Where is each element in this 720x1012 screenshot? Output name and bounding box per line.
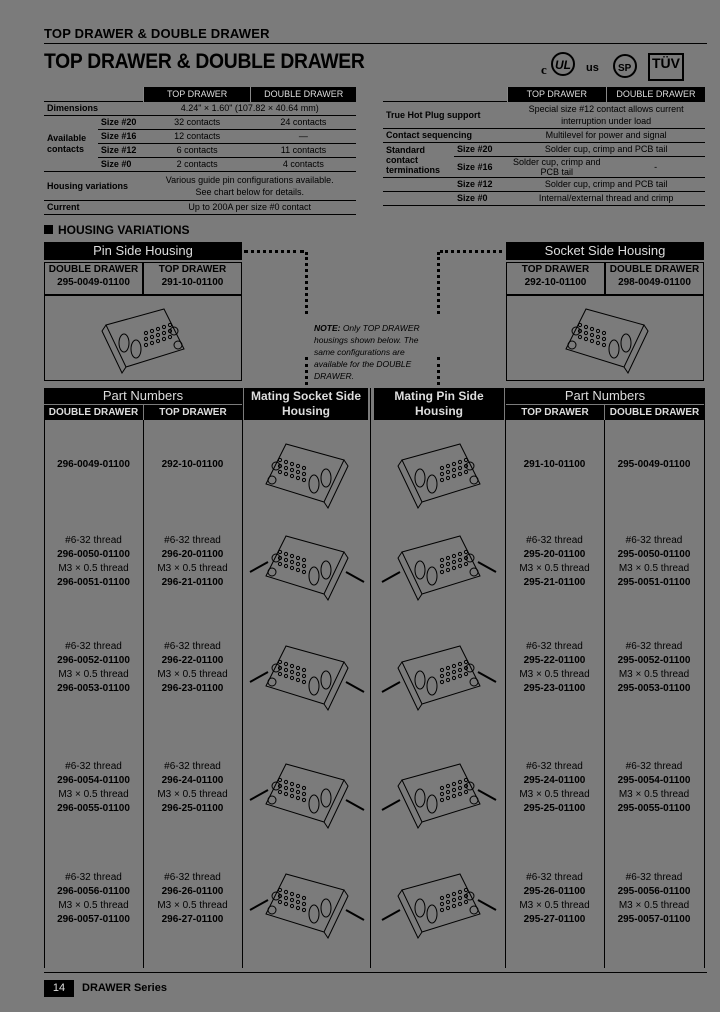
pin-double-label: DOUBLE DRAWER: [48, 264, 139, 275]
thread-spec: M3 × 0.5 thread: [519, 900, 590, 911]
part-number: 296-0051-01100: [57, 577, 130, 588]
part-number-cell: [44, 760, 143, 816]
part-number: 296-24-01100: [161, 775, 224, 786]
current-label: Current: [44, 201, 143, 215]
term-value: Solder cup, crimp and PCB tail: [507, 178, 705, 192]
thread-spec: M3 × 0.5 thread: [157, 563, 228, 574]
part-number: 295-23-01100: [523, 683, 586, 694]
thread-spec: M3 × 0.5 thread: [58, 789, 129, 800]
part-number-cell: [44, 458, 143, 472]
term-size-label: Size #16: [454, 157, 507, 178]
term-value: Solder cup, crimp and PCB tail: [507, 143, 705, 157]
left-partnumbers-title: Part Numbers: [44, 388, 242, 404]
pin-side-title: Pin Side Housing: [44, 242, 242, 260]
part-number: 296-20-01100: [161, 549, 224, 560]
col-top-drawer: TOP DRAWER: [143, 87, 250, 102]
part-number-cell: [604, 458, 704, 472]
series-name: DRAWER Series: [82, 982, 167, 994]
column-rule: [242, 388, 243, 968]
left-col-top: TOP DRAWER: [144, 405, 242, 420]
part-number-cell: [143, 458, 242, 472]
part-number: 296-0050-01100: [57, 549, 130, 560]
part-number-cell: [143, 640, 242, 696]
dotted-connector: [244, 250, 304, 253]
thread-spec: #6-32 thread: [625, 872, 683, 883]
svg-text:c: c: [541, 62, 547, 77]
svg-text:UL: UL: [555, 58, 571, 72]
note-text: [314, 322, 432, 382]
part-number-cell: [505, 871, 604, 927]
thread-spec: #6-32 thread: [65, 535, 122, 546]
available-contacts-label: Available contacts: [44, 116, 98, 172]
svg-text:SP: SP: [618, 63, 632, 74]
section-heading: [44, 223, 190, 237]
dotted-connector: [305, 252, 308, 314]
size-double-value: 24 contacts: [251, 116, 356, 130]
thread-spec: #6-32 thread: [65, 761, 122, 772]
part-number-cell: [505, 760, 604, 816]
pin-top-pn: 291-10-01100: [161, 277, 224, 288]
spec-table-right: [383, 87, 705, 206]
dimensions-label: Dimensions: [44, 102, 143, 116]
part-number: 296-26-01100: [161, 886, 224, 897]
housing-variations-value: [143, 172, 356, 201]
note-prefix: NOTE:: [314, 323, 341, 333]
connector-housing-drawing: [380, 858, 500, 950]
part-number: 296-0054-01100: [57, 775, 130, 786]
pin-top-cell: [143, 262, 242, 295]
part-number: 296-27-01100: [161, 914, 224, 925]
socket-top-cell: [506, 262, 605, 295]
part-number: 295-0050-01100: [617, 549, 691, 560]
thread-spec: M3 × 0.5 thread: [519, 669, 590, 680]
thread-spec: #6-32 thread: [625, 761, 683, 772]
col-double-drawer: DOUBLE DRAWER: [606, 87, 705, 102]
ul-cert-suffix: us: [586, 62, 599, 74]
connector-housing-drawing: [380, 630, 500, 722]
part-number: 296-0049-01100: [57, 459, 130, 470]
socket-top-pn: 292-10-01100: [524, 277, 587, 288]
part-number: 295-0056-01100: [617, 886, 691, 897]
part-number-cell: [604, 871, 704, 927]
term-size-label: Size #20: [454, 143, 507, 157]
connector-housing-drawing: [546, 303, 666, 375]
col-top-drawer: TOP DRAWER: [507, 87, 606, 102]
term-value: Internal/external thread and crimp: [507, 192, 705, 206]
note-line: Only TOP DRAWER: [340, 323, 420, 333]
dotted-connector: [437, 252, 440, 314]
dotted-connector: [437, 357, 440, 385]
hot-plug-line: interruption under load: [561, 116, 652, 126]
section-title: HOUSING VARIATIONS: [58, 223, 190, 237]
part-number: 296-21-01100: [161, 577, 224, 588]
thread-spec: #6-32 thread: [526, 761, 583, 772]
sequencing-label: Contact sequencing: [383, 129, 507, 143]
dotted-connector: [440, 250, 502, 253]
dimensions-value: 4.24" × 1.60" (107.82 × 40.64 mm): [143, 102, 356, 116]
part-number: 296-25-01100: [161, 803, 224, 814]
part-number: 295-26-01100: [523, 886, 586, 897]
part-number: 296-23-01100: [161, 683, 224, 694]
pin-top-label: TOP DRAWER: [158, 264, 227, 275]
housing-variations-label: Housing variations: [44, 172, 143, 201]
page-number: 14: [44, 980, 74, 997]
part-number: 295-0052-01100: [617, 655, 691, 666]
spec-table-left: [44, 87, 356, 215]
part-number: 295-0055-01100: [617, 803, 691, 814]
part-number: 296-0053-01100: [57, 683, 130, 694]
page-title: TOP DRAWER & DOUBLE DRAWER: [44, 50, 365, 73]
connector-housing-drawing: [380, 520, 500, 612]
thread-spec: M3 × 0.5 thread: [157, 789, 228, 800]
hot-plug-line: Special size #12 contact allows current: [528, 104, 684, 114]
thread-spec: M3 × 0.5 thread: [618, 563, 690, 574]
thread-spec: #6-32 thread: [625, 641, 683, 652]
tuv-cert-icon: [648, 53, 684, 81]
thread-spec: #6-32 thread: [625, 535, 683, 546]
connector-housing-drawing: [380, 748, 500, 840]
terminations-label: Standard contact terminations: [383, 143, 454, 178]
socket-side-title: Socket Side Housing: [506, 242, 704, 260]
csa-cert-icon: [612, 53, 638, 84]
right-col-double: DOUBLE DRAWER: [605, 405, 704, 420]
thread-spec: M3 × 0.5 thread: [58, 900, 129, 911]
thread-spec: M3 × 0.5 thread: [618, 789, 690, 800]
size-top-value: 32 contacts: [143, 116, 250, 130]
housing-variations-line: See chart below for details.: [195, 187, 304, 197]
thread-spec: M3 × 0.5 thread: [58, 563, 129, 574]
thread-spec: M3 × 0.5 thread: [58, 669, 129, 680]
part-number: 295-22-01100: [523, 655, 586, 666]
part-number: 295-20-01100: [523, 549, 586, 560]
current-value: Up to 200A per size #0 contact: [143, 201, 356, 215]
left-col-double: DOUBLE DRAWER: [44, 405, 143, 420]
part-number-cell: [143, 760, 242, 816]
size-top-value: 2 contacts: [143, 158, 250, 172]
part-number: 295-0049-01100: [617, 459, 691, 470]
mating-pin-title-line: Housing: [415, 404, 463, 418]
mating-pin-title: [374, 388, 504, 420]
mating-socket-title-line: Housing: [282, 404, 330, 418]
connector-housing-drawing: [246, 630, 366, 722]
part-number: 296-0055-01100: [57, 803, 130, 814]
size-label: Size #20: [98, 116, 144, 130]
thread-spec: M3 × 0.5 thread: [519, 789, 590, 800]
socket-double-pn: 298-0049-01100: [618, 277, 691, 288]
pin-double-cell: [44, 262, 143, 295]
connector-housing-drawing: [246, 748, 366, 840]
right-col-top: TOP DRAWER: [506, 405, 604, 420]
size-top-value: 12 contacts: [143, 130, 250, 144]
part-number: 296-0056-01100: [57, 886, 130, 897]
part-number: 295-24-01100: [523, 775, 586, 786]
section-bullet-icon: [44, 225, 53, 234]
part-number: 295-21-01100: [523, 577, 586, 588]
part-number-cell: [44, 640, 143, 696]
term-value: Solder cup, crimp and PCB tail: [507, 157, 606, 178]
thread-spec: #6-32 thread: [526, 535, 583, 546]
col-double-drawer: DOUBLE DRAWER: [251, 87, 356, 102]
size-top-value: 6 contacts: [143, 144, 250, 158]
connector-housing-drawing: [84, 303, 204, 375]
column-rule: [370, 388, 371, 968]
dotted-connector: [305, 357, 308, 385]
thread-spec: M3 × 0.5 thread: [157, 669, 228, 680]
right-partnumbers-title: Part Numbers: [506, 388, 704, 404]
part-number: 295-0057-01100: [617, 914, 691, 925]
thread-spec: #6-32 thread: [164, 761, 221, 772]
running-header: TOP DRAWER & DOUBLE DRAWER: [44, 26, 270, 41]
part-number-cell: [44, 534, 143, 590]
thread-spec: #6-32 thread: [164, 641, 221, 652]
connector-housing-drawing: [246, 428, 366, 520]
connector-housing-drawing: [246, 520, 366, 612]
connector-housing-drawing: [380, 428, 500, 520]
thread-spec: M3 × 0.5 thread: [618, 669, 690, 680]
ul-cert-icon: [541, 50, 611, 80]
term-double-value: -: [606, 157, 705, 178]
part-number-cell: [604, 640, 704, 696]
size-double-value: 4 contacts: [251, 158, 356, 172]
part-number: 295-25-01100: [523, 803, 586, 814]
note-line: same configurations are: [314, 347, 405, 357]
mating-socket-title-line: Mating Socket Side: [250, 389, 362, 403]
size-label: Size #12: [98, 144, 144, 158]
column-rule: [704, 388, 705, 968]
pin-double-pn: 295-0049-01100: [57, 277, 130, 288]
part-number: 295-0054-01100: [617, 775, 691, 786]
thread-spec: M3 × 0.5 thread: [519, 563, 590, 574]
term-size-label: Size #12: [454, 178, 507, 192]
term-size-label: Size #0: [454, 192, 507, 206]
part-number-cell: [505, 534, 604, 590]
note-line: housings shown below. The: [314, 335, 419, 345]
header-divider: [44, 43, 707, 44]
note-line: DRAWER.: [314, 371, 354, 381]
part-number: 296-0057-01100: [57, 914, 130, 925]
size-double-value: —: [251, 130, 356, 144]
thread-spec: #6-32 thread: [526, 872, 583, 883]
connector-housing-drawing: [246, 858, 366, 950]
part-number-cell: [143, 871, 242, 927]
part-number-cell: [44, 871, 143, 927]
thread-spec: #6-32 thread: [164, 872, 221, 883]
part-number: 296-22-01100: [161, 655, 224, 666]
part-number-cell: [505, 458, 604, 472]
thread-spec: #6-32 thread: [65, 641, 122, 652]
mating-pin-title-line: Mating Pin Side: [394, 389, 484, 403]
socket-double-label: DOUBLE DRAWER: [609, 264, 700, 275]
thread-spec: #6-32 thread: [164, 535, 221, 546]
sequencing-value: Multilevel for power and signal: [507, 129, 705, 143]
part-number: 295-0053-01100: [617, 683, 691, 694]
thread-spec: #6-32 thread: [526, 641, 583, 652]
thread-spec: M3 × 0.5 thread: [157, 900, 228, 911]
mating-socket-title: [244, 388, 368, 420]
part-number: 296-0052-01100: [57, 655, 130, 666]
size-label: Size #16: [98, 130, 144, 144]
part-number-cell: [143, 534, 242, 590]
hot-plug-label: True Hot Plug support: [383, 102, 507, 129]
part-number: 295-0051-01100: [617, 577, 691, 588]
thread-spec: M3 × 0.5 thread: [618, 900, 690, 911]
size-double-value: 11 contacts: [251, 144, 356, 158]
tuv-label: TÜV: [652, 55, 680, 71]
socket-double-cell: [605, 262, 704, 295]
part-number-cell: [604, 760, 704, 816]
part-number: 295-27-01100: [523, 914, 586, 925]
size-label: Size #0: [98, 158, 144, 172]
part-number: 292-10-01100: [161, 459, 224, 470]
hot-plug-value: [507, 102, 705, 129]
footer-divider: [44, 972, 707, 973]
note-line: available for the DOUBLE: [314, 359, 412, 369]
part-number: 291-10-01100: [523, 459, 586, 470]
part-number-cell: [505, 640, 604, 696]
thread-spec: #6-32 thread: [65, 872, 122, 883]
socket-top-label: TOP DRAWER: [521, 264, 590, 275]
part-number-cell: [604, 534, 704, 590]
housing-variations-line: Various guide pin configurations available.: [165, 175, 334, 185]
